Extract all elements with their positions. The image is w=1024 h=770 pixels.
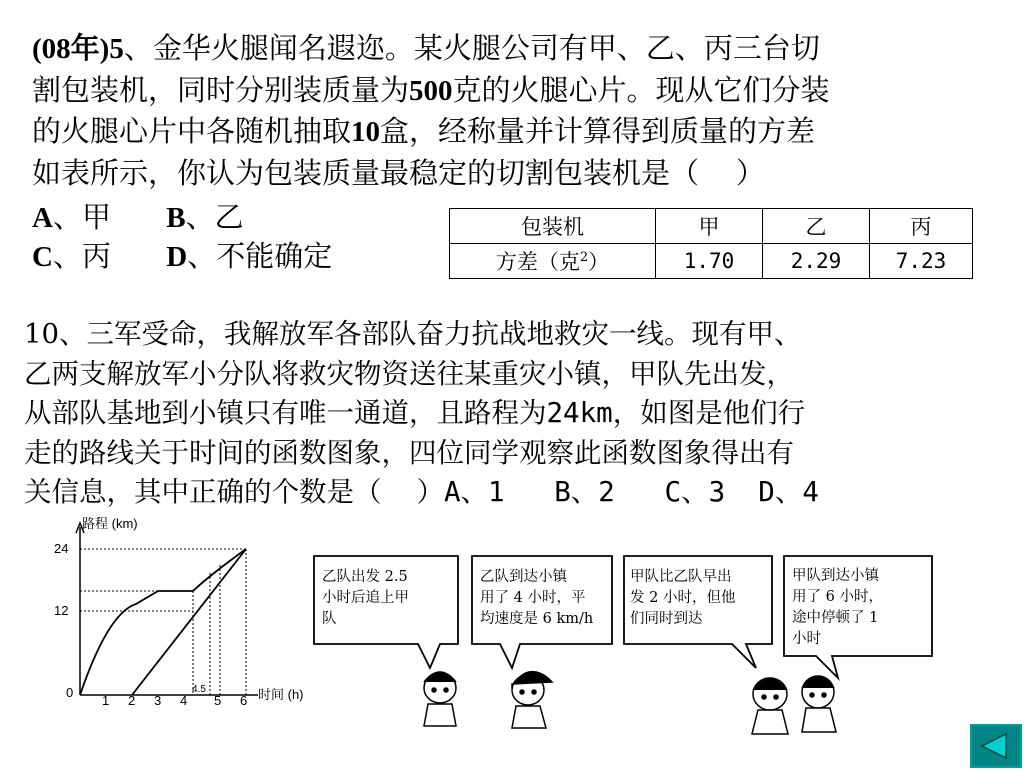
x-tick-label: 3 <box>154 693 162 708</box>
q5-options <box>32 198 332 276</box>
prev-arrow-icon <box>972 726 1020 766</box>
student-icon <box>752 678 788 734</box>
y-tick-label: 12 <box>54 603 69 618</box>
bubble-4-line: 小时 <box>792 631 821 647</box>
table-header-cell: 甲 <box>656 209 763 244</box>
bubble-4-line: 用了 6 小时， <box>792 589 883 605</box>
speech-bubbles <box>300 550 790 740</box>
bubble-2-line: 均速度是 6 km/h <box>480 611 594 627</box>
table-header-cell: 包装机 <box>450 209 656 244</box>
q5-line1: 、金华火腿闻名遐迩。某火腿公司有甲、乙、丙三台切 <box>123 31 820 65</box>
student-icon <box>424 672 456 726</box>
question-10-text <box>24 315 819 513</box>
row-label-text: 方差（克 <box>495 250 580 274</box>
q5-mass-value: 500 <box>409 74 453 107</box>
table-cell: 7.23 <box>870 244 973 279</box>
bubble-4-group <box>740 552 940 742</box>
q5-line2b: 克的火腿心片。现从它们分装 <box>452 72 830 107</box>
bubble-1-line: 乙队出发 2.5 <box>322 569 408 585</box>
table-cell: 1.70 <box>656 244 763 279</box>
q10-line3a: 从部队基地到小镇只有唯一通道，且路程为 <box>24 397 547 429</box>
jia-team-line <box>80 549 246 695</box>
bubble-1-line: 队 <box>322 611 337 627</box>
bubble-1-line: 小时后追上甲 <box>322 590 409 606</box>
option-b-text: 、乙 <box>185 200 244 234</box>
x-tick-label: 4.5 <box>192 684 206 695</box>
option-d-text: 、不能确定 <box>187 239 333 273</box>
option-c-letter: C <box>32 241 53 273</box>
variance-table-header <box>450 209 973 244</box>
student-icon <box>802 676 836 732</box>
question-5-text <box>32 28 992 193</box>
x-tick-label: 2 <box>128 693 136 708</box>
q10-line4: 走的路线关于时间的函数图象，四位同学观察此函数图象得出有 <box>24 436 794 469</box>
bubble-4-line: 途中停顿了 1 <box>792 610 879 626</box>
q10-line1: 10、三军受命，我解放军各部队奋力抗战地救灾一线。现有甲、 <box>24 318 802 350</box>
y-tick-label: 24 <box>54 541 69 556</box>
table-cell: 2.29 <box>763 244 870 279</box>
x-axis-label: 时间 (h) <box>258 687 304 702</box>
row-label-sup: 2 <box>579 250 589 265</box>
variance-table <box>449 208 973 279</box>
q5-line3a: 的火腿心片中各随机抽取 <box>32 114 352 148</box>
row-label-end: ） <box>588 250 610 274</box>
bubble-3-line: 发 2 小时，但他 <box>630 590 736 606</box>
q10-distance: 24km <box>546 397 613 429</box>
x-tick-label: 4 <box>180 693 188 708</box>
q5-number: (08年)5 <box>32 33 124 65</box>
q10-line2: 乙两支解放军小分队将救灾物资送往某重灾小镇，甲队先出发， <box>24 357 794 390</box>
variance-table-row <box>450 244 973 279</box>
bubble-2-line: 用了 4 小时，平 <box>480 590 586 606</box>
student-figures <box>752 676 836 734</box>
option-a-text: 、甲 <box>52 200 111 234</box>
bubble-3-line: 甲队比乙队早出 <box>630 569 732 585</box>
bubble-4-line: 甲队到达小镇 <box>792 568 879 584</box>
prev-slide-button[interactable] <box>970 724 1022 768</box>
x-tick-label: 1 <box>102 693 110 708</box>
option-a-letter: A <box>32 202 53 234</box>
table-header-cell: 乙 <box>763 209 870 244</box>
option-c-text: 、丙 <box>52 239 111 273</box>
y-axis-label: 路程 (km) <box>82 516 138 531</box>
distance-time-graph <box>30 515 340 710</box>
option-d-letter: D <box>166 241 188 273</box>
option-b-letter: B <box>166 202 186 234</box>
q10-line5a: 关信息，其中正确的个数是（ ） <box>24 476 444 508</box>
y-tick-label: 0 <box>66 685 74 700</box>
q5-line2a: 割包装机，同时分别装质量为 <box>32 72 410 107</box>
x-tick-label: 5 <box>214 693 222 708</box>
q10-answer-options: A、1 B、2 C、3 D、4 <box>443 476 819 508</box>
q5-line3b: 盒，经称量并计算得到质量的方差 <box>380 114 816 148</box>
guide-lines <box>80 549 246 695</box>
x-tick-label: 6 <box>240 693 248 708</box>
q5-line4: 如表所示，你认为包装质量最稳定的切割包装机是（ ） <box>32 155 765 190</box>
q10-line3b: ，如图是他们行 <box>612 397 806 429</box>
table-header-cell: 丙 <box>870 209 973 244</box>
bubble-2-line: 乙队到达小镇 <box>480 569 567 585</box>
q5-box-count: 10 <box>351 116 381 148</box>
student-icon <box>512 672 552 728</box>
student-figures <box>424 672 552 728</box>
yi-team-line <box>132 549 246 695</box>
bubble-3-line: 们同时到达 <box>630 611 703 627</box>
table-row-label <box>450 244 656 279</box>
